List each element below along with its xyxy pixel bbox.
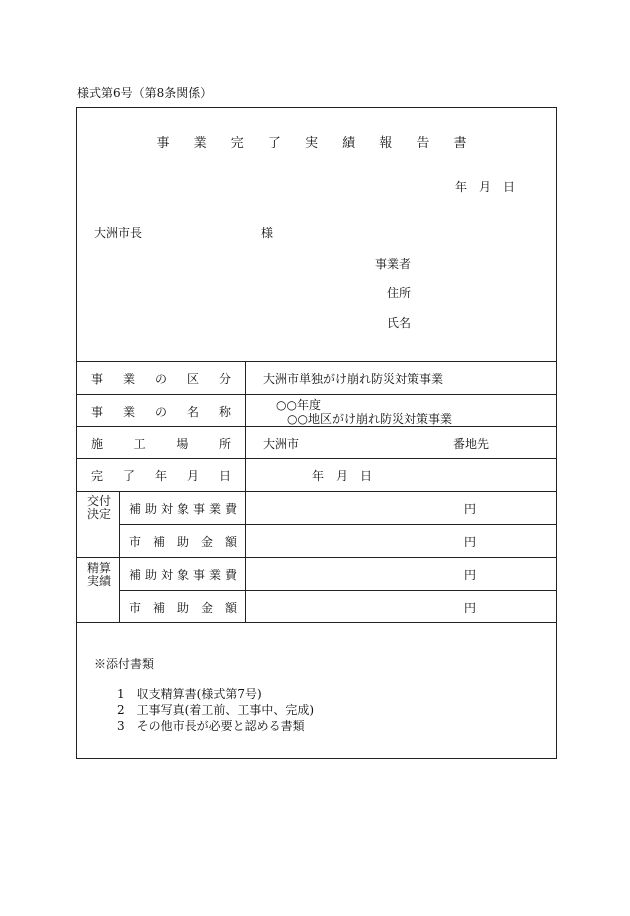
divider [77,491,556,492]
divider [119,590,556,591]
report-date: 年 月 日 [455,180,516,194]
settlement-group-label: 精算実績 [87,561,112,588]
divider [77,394,556,395]
divider [119,524,556,525]
completion-date-label: 完了年月日 [91,469,231,483]
name-label: 氏名 [387,316,412,330]
column-divider [245,361,246,622]
project-year: ○○年度 [276,398,321,412]
grant-decision-group-label: 交付決定 [87,494,112,521]
attachment-item: 2 工事写真(着工前、工事中、完成) [117,703,314,717]
location-city: 大洲市 [263,437,300,451]
attachment-item: 3 その他市長が必要と認める書類 [117,719,305,733]
form-number: 様式第6号（第8条関係） [77,86,213,100]
document-title: 事 業 完 了 実 績 報 告 書 [156,136,477,151]
group-divider [119,491,120,622]
project-name-value: ○○地区がけ崩れ防災対策事業 [287,412,452,426]
settlement-eligible-cost-unit: 円 [464,568,477,582]
settlement-city-subsidy-unit: 円 [464,601,477,615]
location-label: 施工場所 [91,437,231,451]
settlement-eligible-cost-label: 補助対象事業費 [129,568,237,582]
category-label: 事業の区分 [91,372,231,386]
honorific: 様 [261,226,274,240]
addressee: 大洲市長 [94,226,143,240]
report-form [76,107,557,759]
settlement-city-subsidy-label: 市補助金額 [129,601,237,615]
grant-city-subsidy-label: 市補助金額 [129,535,237,549]
applicant-label: 事業者 [375,257,412,271]
grant-eligible-cost-unit: 円 [464,502,477,516]
grant-eligible-cost-label: 補助対象事業費 [129,502,237,516]
divider [77,557,556,558]
divider [77,361,556,362]
project-name-label: 事業の名称 [91,405,231,419]
divider [77,458,556,459]
category-value: 大洲市単独がけ崩れ防災対策事業 [263,372,444,386]
attachment-item: 1 収支精算書(様式第7号) [117,687,262,701]
attachments-title: ※添付書類 [94,657,155,671]
completion-date-value: 年 月 日 [312,469,373,483]
grant-city-subsidy-unit: 円 [464,535,477,549]
address-label: 住所 [387,286,412,300]
location-suffix: 番地先 [453,437,490,451]
divider [77,622,556,623]
